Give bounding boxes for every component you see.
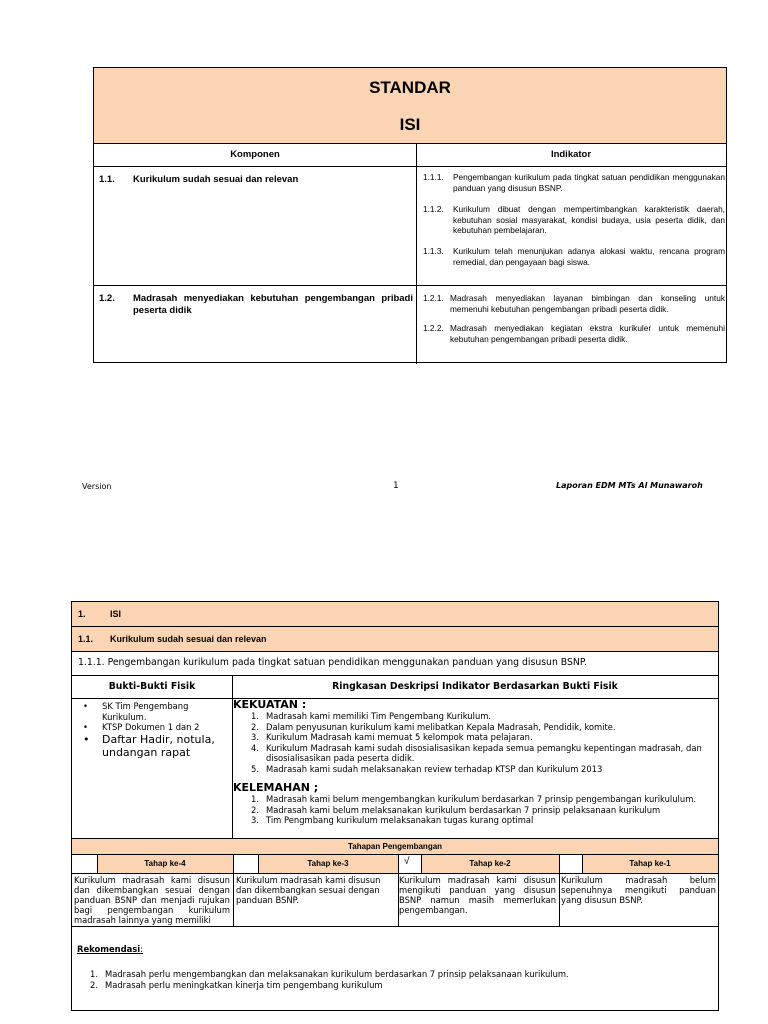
indicator-text: Pengembangan kurikulum pada tingkat satuan pendidikan menggunakan panduan yang disusun BSNP. [453,172,725,193]
tahap-label-row [72,855,718,874]
indicator-number: 1.1.3. [423,246,444,256]
tahap-3-label: Tahap ke-3 [307,859,349,868]
indicator-number: 1.2.1. [423,293,444,303]
tahapan-header-row [72,838,718,855]
rekomendasi-item: 2. Madrasah perlu meningkatkan kinerja tim pengembang kurikulum [90,980,383,990]
indicator-item [423,172,725,193]
indicator-text: Madrasah menyediakan layanan bimbingan dan konseling untuk memenuhi kebutuhan pengembangan pribadi peserta didik. [450,293,725,314]
tahap-description-row [72,874,718,927]
kekuatan-item: 2. Dalam penyusunan kurikulum kami melibatkan Kepala Madrasah, Pendidik, komite. [251,721,616,732]
kelemahan-item: 3. Tim Pengmbang kurikulum melaksanakan tugas kurang optimal [251,815,534,825]
subsection-number: 1.1. [78,634,94,644]
report-table [71,601,719,1011]
kekuatan-item: 4. Kurikulum Madrasah kami sudah disosialisasikan kepada semua pemangku kepentingan madrasah, dan disosialisasikan pada peserta didik. [251,742,702,763]
section-header-row [72,602,718,627]
tahap-2-description: Kurikulum madrasah kami disusun mengikuti panduan yang disusun BSNP namun masih memerlukan pengembangan. [399,875,556,915]
indicator-number: 1.1.2. [423,204,444,214]
komponen-label: Madrasah menyediakan kebutuhan pengembangan pribadi peserta didik [133,293,413,316]
indicator-text: Kurikulum telah menunjukan adanya alokasi waktu, rencana program remedial, dan pengayaan bagi siswa. [453,246,725,267]
indicator-text: Kurikulum dibuat dengan mempertimbangkan karakteristik daerah, kebutuhan sosial masyarakat, kondisi budaya, usia peserta didik, dan kebutuhan pembelajaran. [453,204,725,235]
indicator-text: Madrasah menyediakan kegiatan ekstra kurikuler untuk memenuhi kebutuhan pengembangan pribadi peserta didik. [450,323,725,344]
kelemahan-list [233,794,717,826]
kekuatan-list [233,711,717,774]
tahap-1-label: Tahap ke-1 [629,859,671,868]
tahapan-title: Tahapan Pengembangan [347,842,443,851]
indicator-item [423,204,725,236]
komponen-number: 1.1. [99,174,115,185]
selected-checkmark-icon: √ [404,856,410,867]
rekomendasi-list [72,969,712,991]
bukti-item: • Daftar Hadir, notula, undangan rapat [72,733,230,759]
ringkasan-header: Ringkasan Deskripsi Indikator Berdasarkan Bukti Fisik [332,681,618,692]
row-divider [94,166,726,167]
tahap-1-description: Kurikulum madrasah belum sepenuhnya mengikuti panduan yang disusun BSNP. [561,875,716,905]
footer-page-number: 1 [393,481,399,491]
komponen-label: Kurikulum sudah sesuai dan relevan [133,174,299,185]
bukti-header: Bukti-Bukti Fisik [108,681,196,692]
bukti-item: • KTSP Dokumen 1 dan 2 [72,722,230,733]
subsection-title: Kurikulum sudah sesuai dan relevan [110,634,267,644]
tahap-3-description: Kurikulum madrasah kami disusun dan dikembangkan sesuai dengan panduan BSNP. [236,875,381,905]
indicator-number: 1.1.1. [423,172,444,182]
indicator-item [423,293,725,314]
bukti-item: • SK Tim Pengembang Kurikulum. [72,701,230,722]
kekuatan-item: 5. Madrasah kami sudah melaksanakan review terhadap KTSP dan Kurikulum 2013 [251,763,603,774]
footer-report-title: Laporan EDM MTs Al Munawaroh [556,481,703,490]
column-divider [416,143,417,364]
standard-subtitle: ISI [399,115,421,134]
ringkasan-body [233,699,717,837]
komponen-number: 1.2. [99,293,115,304]
kekuatan-title: KEKUATAN : [233,699,307,711]
footer-version: Version [82,482,112,491]
kekuatan-item: 3. Kurikulum Madrasah kami memuat 5 kelompok mata pelajaran. [251,732,533,742]
kelemahan-item: 2. Madrasah kami belum melaksanakan kurikulum berdasarkan 7 prinsip pelaksanaan kurikulum [251,804,661,815]
section-number: 1. [78,609,86,619]
tahap-2-label: Tahap ke-2 [469,859,511,868]
subsection-header-row [72,627,718,652]
standard-table [93,67,727,363]
rekomendasi-item: 1. Madrasah perlu mengembangkan dan melaksanakan kurikulum berdasarkan 7 prinsip pelaksanaan kurikulum. [90,969,569,979]
tahap-4-description: Kurikulum madrasah kami disusun dan dikembangkan sesuai dengan panduan BSNP dan menjadi rujukan bagi pengembangan kurikulum madrasah lainnya yang memiliki [74,875,230,925]
kelemahan-title: KELEMAHAN ; [233,781,319,794]
section-title: ISI [110,609,122,619]
indicator-text: 1.1.1. Pengembangan kurikulum pada tingkat satuan pendidikan menggunakan panduan yang disusun BSNP. [78,657,587,668]
standard-title: STANDAR [369,78,451,97]
tahap-4-label: Tahap ke-4 [144,859,186,868]
indicator-item [423,323,725,344]
kekuatan-item: 1. Madrasah kami memiliki Tim Pengembang Kurikulum. [251,711,492,721]
komponen-header: Komponen [230,149,280,160]
kelemahan-item: 1. Madrasah kami belum mengembangkan kurikulum berdasarkan 7 prinsip pengembangan kurikululum. [251,794,697,804]
row-divider [94,285,726,286]
indikator-header: Indikator [550,149,592,160]
bukti-list [72,701,230,759]
indicator-item [423,246,725,267]
column-heading-row [72,676,718,699]
indicator-row [72,652,718,676]
indicator-number: 1.2.2. [423,323,444,333]
rekomendasi-title: Rekomendasi: [77,944,143,954]
standard-header [94,68,726,144]
